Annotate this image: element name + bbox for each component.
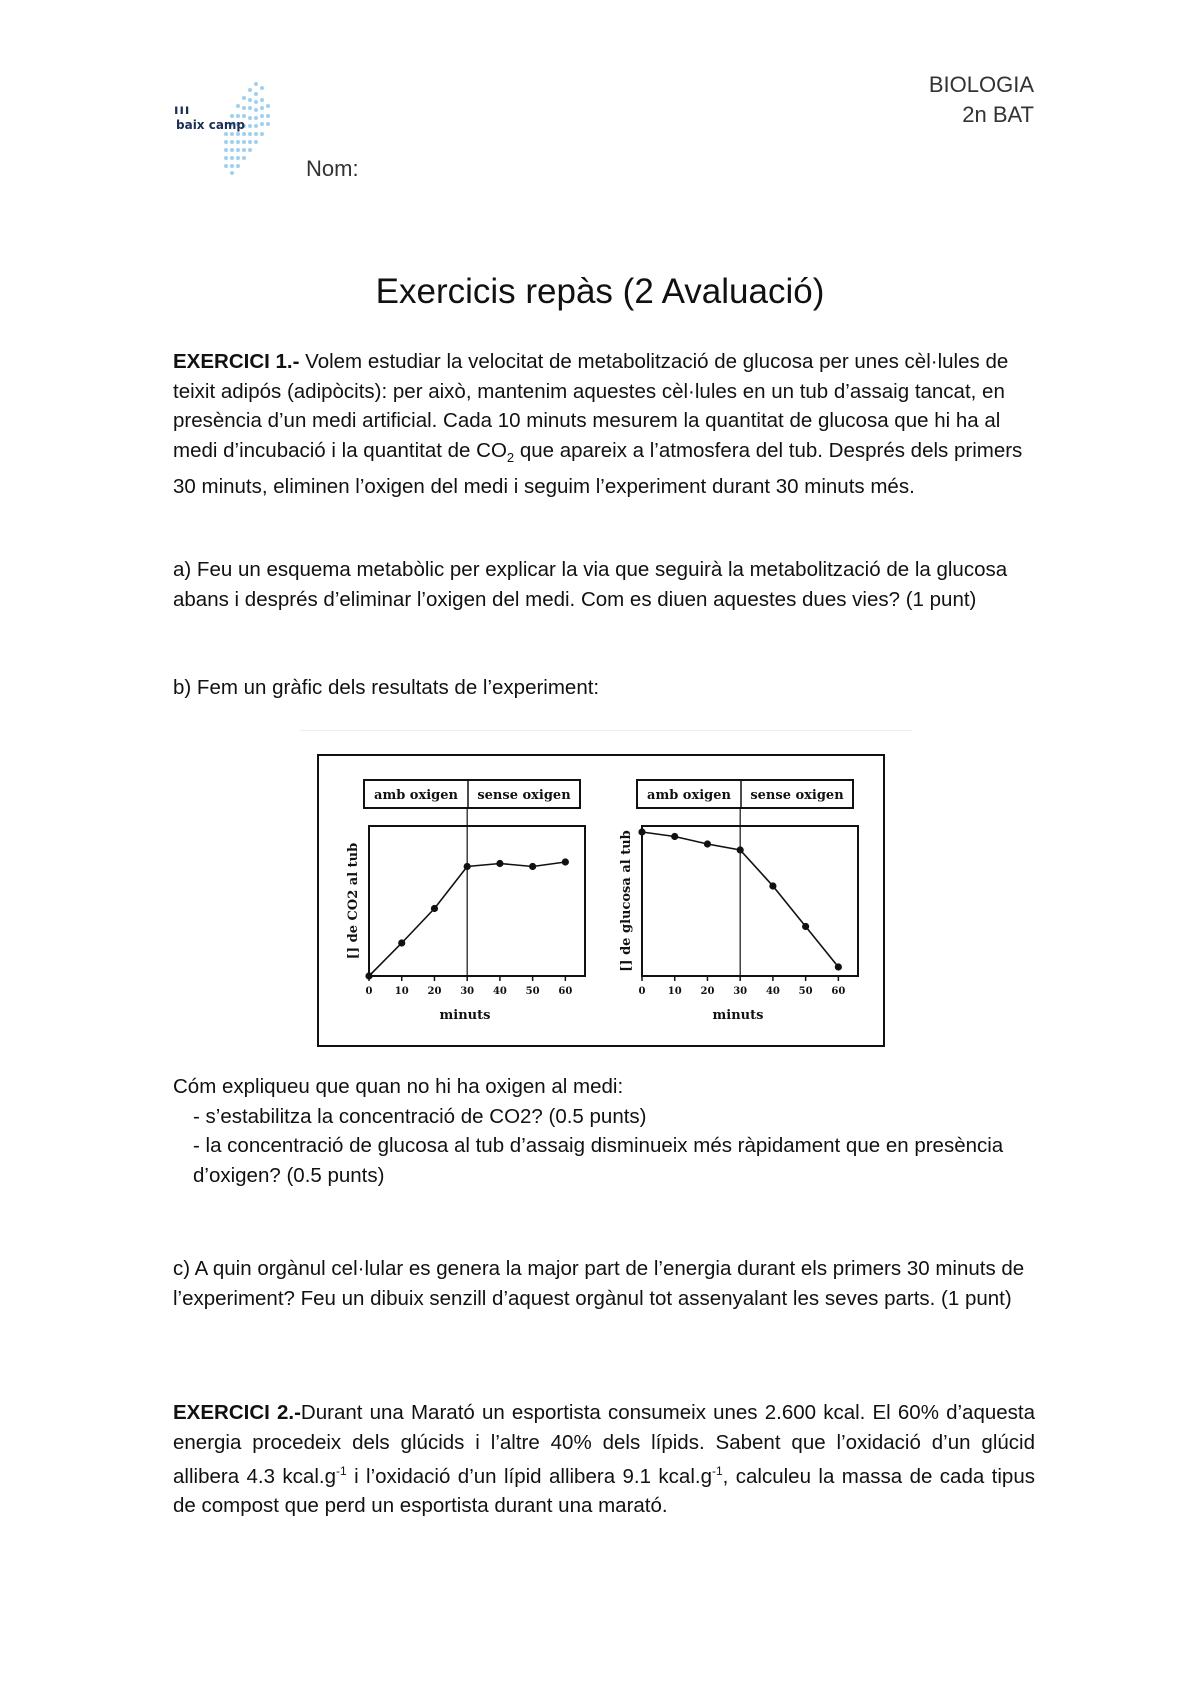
chart1-data-point xyxy=(398,939,405,946)
chart2-data-point xyxy=(671,833,678,840)
exercise-2-text-a: Durant una Marató un esportista consumeix unes 2.600 kcal. El 60% d’aquesta energia procedeix dels glúcids i l’altre 40% dels lípids. Sabent que l’oxidació d’un glúcid allibera 4.3 kcal.g xyxy=(173,1401,1035,1488)
chart1-y-axis-label: [] de CO2 al tub xyxy=(346,842,361,960)
exercise-2-text-b: i l’oxidació d’un lípid allibera 9.1 kcal.g xyxy=(346,1464,712,1488)
chart1-x-tick-label: 0 xyxy=(365,986,373,997)
exercise-2-sup-2: -1 xyxy=(711,1464,723,1478)
chart1-x-tick-label: 60 xyxy=(558,986,573,997)
chart2-data-point xyxy=(769,882,776,889)
chart2-data-point xyxy=(638,828,645,835)
chart2-x-axis-label: minuts xyxy=(712,1008,764,1023)
chart1-x-tick-label: 20 xyxy=(427,986,442,997)
course-label: 2n BAT xyxy=(962,102,1034,127)
subject-label: BIOLOGIA xyxy=(928,72,1034,97)
exercise-1-label: EXERCICI 1.- xyxy=(173,350,300,373)
question-c: c) A quin orgànul cel·lular es genera la major part de l’energia durant els primers 30 minuts de l’experiment? Feu un dibuix senzill d’aquest orgànul tot assenyalant les seves parts. (1 punt) xyxy=(173,1257,1025,1310)
exercise-2-label: EXERCICI 2.- xyxy=(173,1401,301,1424)
divider-line xyxy=(300,730,912,731)
exercise-2 xyxy=(173,1398,1035,1521)
exercise-1-text-b: que apareix a l’atmosfera del tub. Després dels primers 30 minuts, eliminen l’oxigen del medi i seguim l’experiment durant 30 minuts més. xyxy=(173,438,1023,499)
chart1-data-point xyxy=(464,863,471,870)
chart1-data-point xyxy=(562,858,569,865)
co2-subscript: 2 xyxy=(506,449,515,465)
logo-mark: ııı xyxy=(174,103,191,118)
question-a: a) Feu un esquema metabòlic per explicar la via que seguirà la metabolització de la glucosa abans i després d’eliminar l’oxigen del medi. Com es diuen aquestes dues vies? (1 punt) xyxy=(173,558,1008,611)
name-field-label: Nom: xyxy=(306,156,359,181)
chart1-x-tick-label: 30 xyxy=(460,986,475,997)
chart2-x-tick-label: 0 xyxy=(638,986,646,997)
chart2-data-point xyxy=(704,840,711,847)
chart1-data-point xyxy=(365,972,372,979)
chart1-x-tick-label: 40 xyxy=(492,986,507,997)
exercise-1-intro xyxy=(173,347,1035,502)
exercise-2-text-c: , calculeu la massa de cada tipus de compost que perd un esportista durant una marató. xyxy=(173,1464,1035,1518)
page-title: Exercicis repàs (2 Avaluació) xyxy=(375,272,825,311)
explain-block xyxy=(173,1072,1035,1190)
subject-block xyxy=(929,70,1034,130)
chart2-legend-sense-oxigen: sense oxigen xyxy=(750,788,844,803)
chart1-data-point xyxy=(431,905,438,912)
chart2-plot-area xyxy=(642,826,858,976)
chart2-x-tick-label: 60 xyxy=(831,986,846,997)
chart2-data-point xyxy=(835,963,842,970)
results-figure xyxy=(317,754,885,1047)
chart2-data-point xyxy=(802,923,809,930)
chart2-data-point xyxy=(737,846,744,853)
explain-item-2: - la concentració de glucosa al tub d’assaig disminueix més ràpidament que en presència d’oxigen? (0.5 punts) xyxy=(193,1134,1004,1187)
chart1-x-axis-label: minuts xyxy=(439,1008,491,1023)
chart1-x-tick-label: 50 xyxy=(525,986,540,997)
logo-text: baix camp xyxy=(176,118,246,132)
chart1-legend-amb-oxigen: amb oxigen xyxy=(374,788,458,803)
chart2-x-tick-label: 20 xyxy=(700,986,715,997)
chart1-x-tick-label: 10 xyxy=(394,986,409,997)
chart1-plot-area xyxy=(369,826,585,976)
chart1-data-point xyxy=(529,863,536,870)
question-b: b) Fem un gràfic dels resultats de l’experiment: xyxy=(173,676,600,699)
explain-intro: Cóm expliqueu que quan no hi ha oxigen al medi: xyxy=(173,1075,624,1098)
chart1-data-point xyxy=(496,860,503,867)
chart2-y-axis-label: [] de glucosa al tub xyxy=(619,830,634,972)
chart2-x-tick-label: 30 xyxy=(733,986,748,997)
exercise-2-sup-1: -1 xyxy=(335,1464,347,1478)
explain-item-1: - s’estabilitza la concentració de CO2? (0.5 punts) xyxy=(193,1104,647,1128)
chart2-x-tick-label: 50 xyxy=(798,986,813,997)
exercise-1-text-a: Volem estudiar la velocitat de metabolització de glucosa per unes cèl·lules de teixit adipós (adipòcits): per això, mantenim aquestes cèl·lules en un tub d’assaig tancat, en presència d’un medi artificial. Cada 10 minuts mesurem la quantitat de glucosa que hi ha al medi d’incubació i la quantitat de CO xyxy=(173,350,1009,462)
chart2-x-tick-label: 40 xyxy=(765,986,780,997)
chart1-legend-sense-oxigen: sense oxigen xyxy=(477,788,571,803)
chart2-x-tick-label: 10 xyxy=(667,986,682,997)
chart2-legend-amb-oxigen: amb oxigen xyxy=(647,788,731,803)
results-charts-svg xyxy=(319,756,887,1049)
